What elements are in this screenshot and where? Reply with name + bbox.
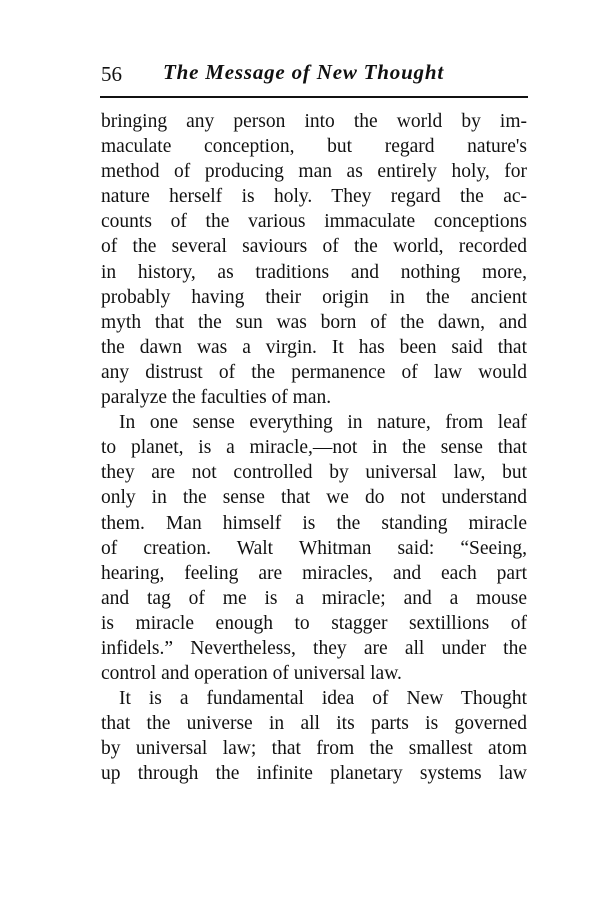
text-line: paralyze the faculties of man. — [101, 387, 332, 409]
text-line: probably having their origin in the ancient — [101, 286, 527, 308]
page-header — [101, 60, 527, 90]
page-number: 56 — [101, 62, 122, 86]
text-line: up through the infinite planetary systems law — [101, 763, 527, 785]
text-line: they are not controlled by universal law, but — [101, 462, 527, 484]
text-line: maculate conception, but regard nature's — [101, 136, 527, 158]
text-line: in history, as traditions and nothing more, — [101, 261, 527, 283]
text-line: is miracle enough to stagger sextillions of — [101, 612, 527, 634]
text-line: of the several saviours of the world, recorded — [101, 236, 527, 258]
text-line: bringing any person into the world by im- — [101, 111, 527, 132]
text-line: It is a fundamental idea of New Thought — [119, 688, 527, 710]
text-line: method of producing man as entirely holy, for — [101, 161, 527, 183]
text-line: infidels.” Nevertheless, they are all under the — [101, 637, 527, 659]
text-line: and tag of me is a miracle; and a mouse — [101, 587, 527, 609]
text-line: only in the sense that we do not understand — [101, 487, 527, 509]
text-line: In one sense everything in nature, from leaf — [119, 412, 527, 434]
running-title: The Message of New Thought — [163, 60, 444, 84]
text-line: nature herself is holy. They regard the ac- — [101, 186, 527, 208]
text-line: that the universe in all its parts is governed — [101, 713, 527, 735]
text-line: any distrust of the permanence of law would — [101, 361, 527, 383]
body-text — [101, 109, 527, 787]
text-line: of creation. Walt Whitman said: “Seeing, — [101, 537, 527, 559]
text-line: control and operation of universal law. — [101, 663, 402, 685]
text-line: to planet, is a miracle,—not in the sense that — [101, 437, 527, 459]
text-line: counts of the various immaculate conceptions — [101, 211, 527, 233]
text-line: hearing, feeling are miracles, and each part — [101, 562, 527, 584]
text-line: myth that the sun was born of the dawn, and — [101, 311, 527, 333]
text-line: the dawn was a virgin. It has been said that — [101, 336, 527, 358]
text-line: by universal law; that from the smallest atom — [101, 738, 527, 760]
header-rule — [100, 96, 528, 98]
text-line: them. Man himself is the standing miracle — [101, 512, 527, 534]
